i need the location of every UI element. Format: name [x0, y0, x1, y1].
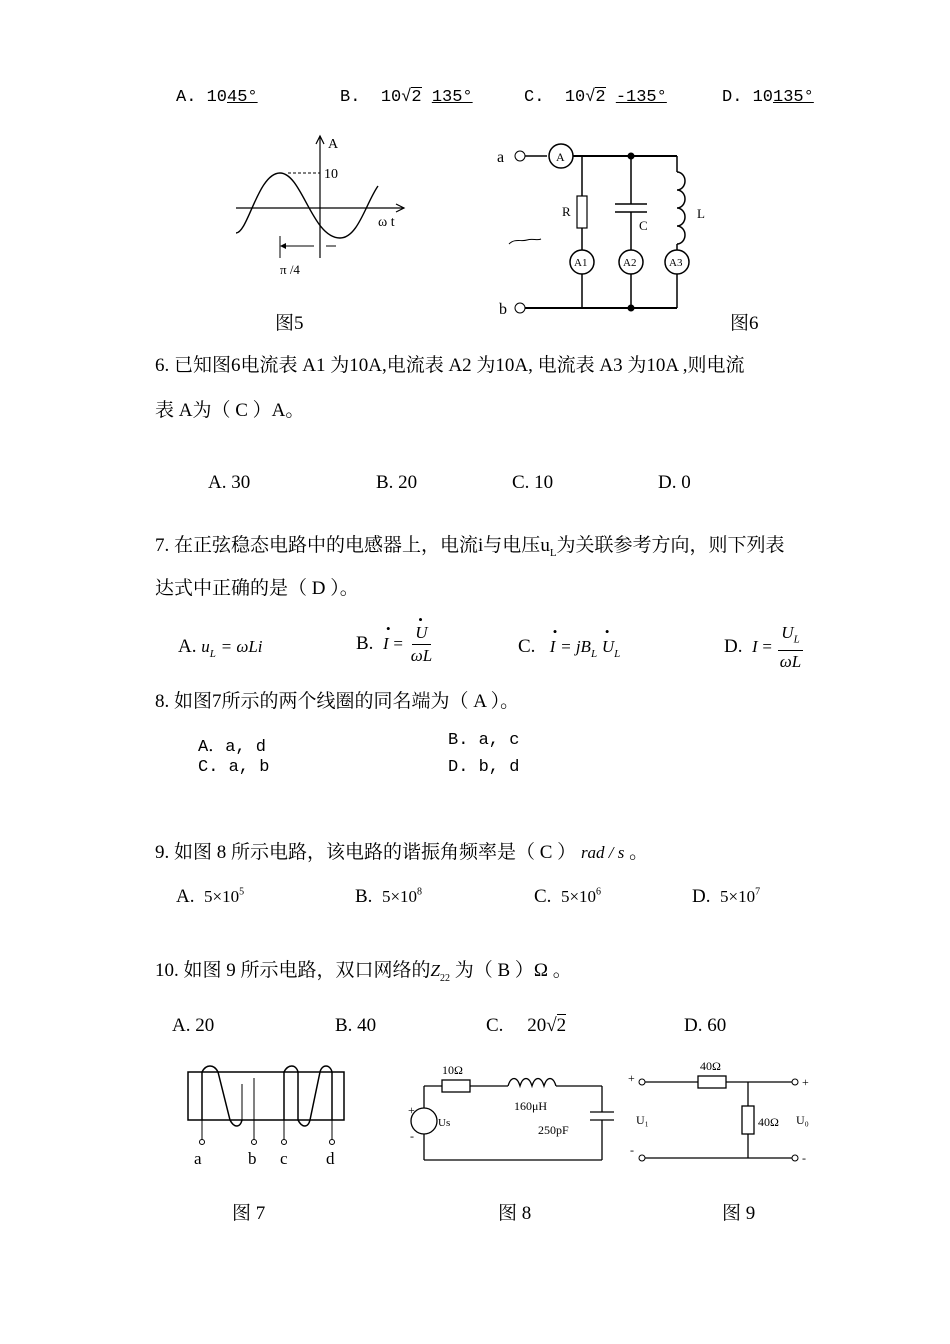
fig5-caption: 图5 [275, 313, 304, 334]
fig6-meter-a1: A1 [574, 257, 588, 269]
q7-line2: 达式中正确的是（ D ）。 [155, 578, 359, 599]
fig8-caption: 图 8 [498, 1203, 532, 1224]
q7-line1: 7. 在正弦稳态电路中的电感器上，电流i与电压$u_L$为关联参考方向，则下列表 [155, 535, 785, 559]
fig6-node-b: b [499, 301, 507, 318]
figure-6-circuit [495, 138, 710, 323]
fig5-x-label: ω t [378, 215, 395, 230]
fig6-meter-a3: A3 [669, 257, 683, 269]
q9-question: 9. 如图 8 所示电路，该电路的谐振角频率是（ C ） rad / s 。 [155, 842, 649, 863]
q7-option-a: A. $u_L = \omega Li$ [178, 636, 263, 660]
fig7-terminal-c: c [280, 1149, 288, 1168]
q6-option-d: D. 0 [658, 472, 691, 493]
fig9-r1-label: 40Ω [700, 1060, 721, 1073]
q6-option-a: A. 30 [208, 472, 251, 493]
q6-line1: 6. 已知图6电流表 A1 为10A,电流表 A2 为10A, 电流表 A3 为10A ,则电流 [155, 355, 745, 376]
q7-option-c: C. • $I = jB_L$ • $U_L$ [518, 636, 620, 660]
fig6-meter-a2: A2 [623, 257, 637, 269]
fig8-r-label: 10Ω [442, 1063, 463, 1077]
fig6-meter-a: A [556, 150, 565, 164]
fig9-minus-right: - [802, 1151, 806, 1165]
fig7-terminal-d: d [326, 1149, 335, 1168]
q8-option-b: B. a, c [448, 731, 520, 750]
fig7-caption: 图 7 [232, 1203, 266, 1224]
q6-option-c: C. 10 [512, 472, 554, 493]
q6-line2: 表 A为（ C ）A。 [155, 400, 305, 421]
fig7-terminal-b: b [248, 1149, 257, 1168]
fig7-terminal-a: a [194, 1149, 202, 1168]
figure-9-circuit [622, 1060, 822, 1170]
fig9-input-voltage: U₁ [636, 1113, 649, 1127]
q8-option-c: C. a, b [198, 758, 270, 777]
q8-question: 8. 如图7所示的两个线圈的同名端为（ A ）。 [155, 691, 520, 712]
fig6-caption: 图6 [730, 313, 759, 334]
fig9-caption: 图 9 [722, 1203, 756, 1224]
q8-option-d: D. b, d [448, 758, 520, 777]
fig6-c-label: C [639, 218, 648, 233]
q10-option-c: C. 20√2 [486, 1015, 567, 1036]
q9-option-d: D. $5\times 10^7$ [692, 886, 761, 907]
q10-question: 10. 如图 9 所示电路，双口网络的$Z_{22}$ 为（ B ）Ω 。 [155, 960, 572, 984]
fig5-phase-label: π /4 [280, 262, 300, 277]
figure-7-coils [180, 1064, 360, 1174]
q10-option-d: D. 60 [684, 1015, 727, 1036]
q5-option-c: C. 10√2 -135° [524, 88, 667, 107]
fig6-l-label: L [697, 206, 705, 221]
q5-option-a: A. 1045° [176, 88, 258, 107]
fig5-peak-label: 10 [324, 167, 338, 182]
fig8-l-label: 160μH [514, 1099, 548, 1113]
q9-option-c: C. $5\times 10^6$ [534, 886, 602, 907]
fig9-plus-left: + [628, 1071, 635, 1085]
svg-text:+: + [408, 1103, 415, 1117]
svg-text:-: - [410, 1129, 414, 1143]
fig8-source-label: Us [438, 1117, 451, 1129]
q9-option-a: A. $5\times 10^5$ [176, 886, 245, 907]
q7-option-b: B. • I = • $\frac{U}{\omega L}$ [356, 622, 435, 667]
fig9-plus-right: + [802, 1075, 809, 1089]
figure-5-waveform [228, 128, 418, 288]
q5-option-d: D. 10135° [722, 88, 814, 107]
fig9-output-voltage: U₀ [796, 1113, 809, 1127]
fig8-cap-label: 250pF [538, 1123, 569, 1137]
q7-option-d: D. I = $\frac{U_L}{\omega L}$ [724, 623, 802, 672]
q6-option-b: B. 20 [376, 472, 418, 493]
q10-option-b: B. 40 [335, 1015, 377, 1036]
q10-option-a: A. 20 [172, 1015, 215, 1036]
figure-8-circuit [400, 1060, 625, 1170]
fig6-r-label: R [562, 204, 571, 219]
fig5-y-label: A [328, 137, 339, 152]
q9-option-b: B. $5\times 10^8$ [355, 886, 423, 907]
fig9-r2-label: 40Ω [758, 1115, 779, 1129]
fig6-node-a: a [497, 149, 505, 166]
q5-option-b: B. 10√2 135° [340, 88, 473, 107]
fig9-minus-left: - [630, 1143, 634, 1157]
q8-option-a: A．a, d [198, 738, 267, 757]
